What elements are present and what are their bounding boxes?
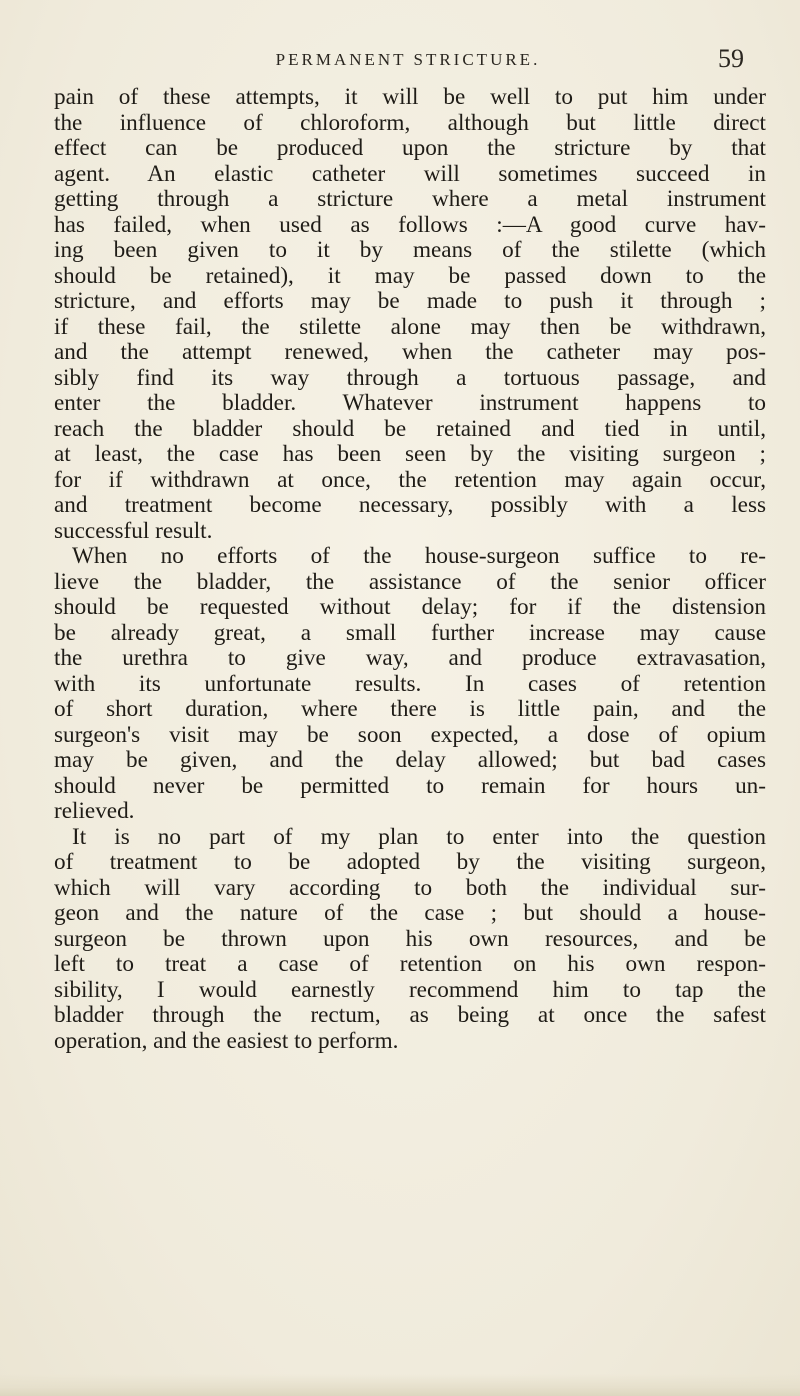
text-line: should be requested without delay; for if the distension bbox=[54, 594, 766, 620]
text-line: successful result. bbox=[54, 517, 213, 544]
page-number: 59 bbox=[718, 44, 744, 73]
body-text bbox=[54, 85, 766, 1054]
text-line: When no efforts of the house-surgeon suffice to re- bbox=[72, 543, 766, 569]
paragraph bbox=[54, 85, 766, 544]
text-line: sibly find its way through a tortuous passage, and bbox=[54, 364, 766, 391]
text-line: of treatment to be adopted by the visiting surgeon, bbox=[54, 849, 766, 875]
text-line: the influence of chloroform, although but little direct bbox=[54, 109, 766, 136]
text-line: operation, and the easiest to perform. bbox=[54, 1027, 399, 1054]
text-line: agent. An elastic catheter will sometimes succeed in bbox=[54, 160, 766, 187]
text-line: if these fail, the stilette alone may then be withdrawn, bbox=[54, 313, 766, 340]
text-line: has failed, when used as follows :—A good curve hav- bbox=[54, 211, 766, 238]
text-line: surgeon's visit may be soon expected, a dose of opium bbox=[54, 721, 766, 748]
text-line: should be retained), it may be passed down to the bbox=[54, 262, 766, 289]
text-line: enter the bladder. Whatever instrument happens to bbox=[54, 390, 766, 416]
text-line: may be given, and the delay allowed; but bad cases bbox=[54, 747, 766, 773]
text-line: of short duration, where there is little pain, and the bbox=[54, 696, 766, 722]
text-line: be already great, a small further increase may cause bbox=[54, 619, 766, 646]
text-line: geon and the nature of the case ; but should a house- bbox=[54, 900, 766, 926]
paragraph bbox=[54, 825, 766, 1055]
text-line: which will vary according to both the individual sur- bbox=[54, 874, 766, 901]
text-line: bladder through the rectum, as being at once the safest bbox=[54, 1002, 766, 1028]
text-line: lieve the bladder, the assistance of the senior officer bbox=[54, 568, 766, 595]
text-line: sibility, I would earnestly recommend him to tap the bbox=[54, 976, 766, 1003]
text-line: and the attempt renewed, when the catheter may pos- bbox=[54, 339, 766, 365]
paragraph bbox=[54, 544, 766, 825]
text-line: ing been given to it by means of the stilette (which bbox=[54, 237, 766, 263]
text-line: and treatment become necessary, possibly with a less bbox=[54, 492, 766, 518]
text-line: pain of these attempts, it will be well to put him under bbox=[54, 84, 766, 110]
text-line: with its unfortunate results. In cases of retention bbox=[54, 670, 766, 697]
text-line: left to treat a case of retention on his own respon- bbox=[54, 951, 766, 977]
text-line: the urethra to give way, and produce extravasation, bbox=[54, 645, 766, 671]
text-line: stricture, and efforts may be made to push it through ; bbox=[54, 288, 766, 314]
text-line: at least, the case has been seen by the visiting surgeon ; bbox=[54, 441, 766, 467]
text-line: for if withdrawn at once, the retention may again occur, bbox=[54, 466, 766, 493]
text-line: should never be permitted to remain for hours un- bbox=[54, 772, 766, 799]
running-head: PERMANENT STRICTURE. bbox=[275, 50, 541, 69]
page-edge-shadow bbox=[0, 1374, 800, 1396]
text-line: effect can be produced upon the stricture by that bbox=[54, 135, 766, 161]
text-line: surgeon be thrown upon his own resources, and be bbox=[54, 925, 766, 952]
text-line: relieved. bbox=[54, 798, 135, 824]
text-line: It is no part of my plan to enter into the question bbox=[72, 823, 766, 850]
text-line: reach the bladder should be retained and tied in until, bbox=[54, 415, 766, 442]
text-line: getting through a stricture where a metal instrument bbox=[54, 186, 766, 212]
